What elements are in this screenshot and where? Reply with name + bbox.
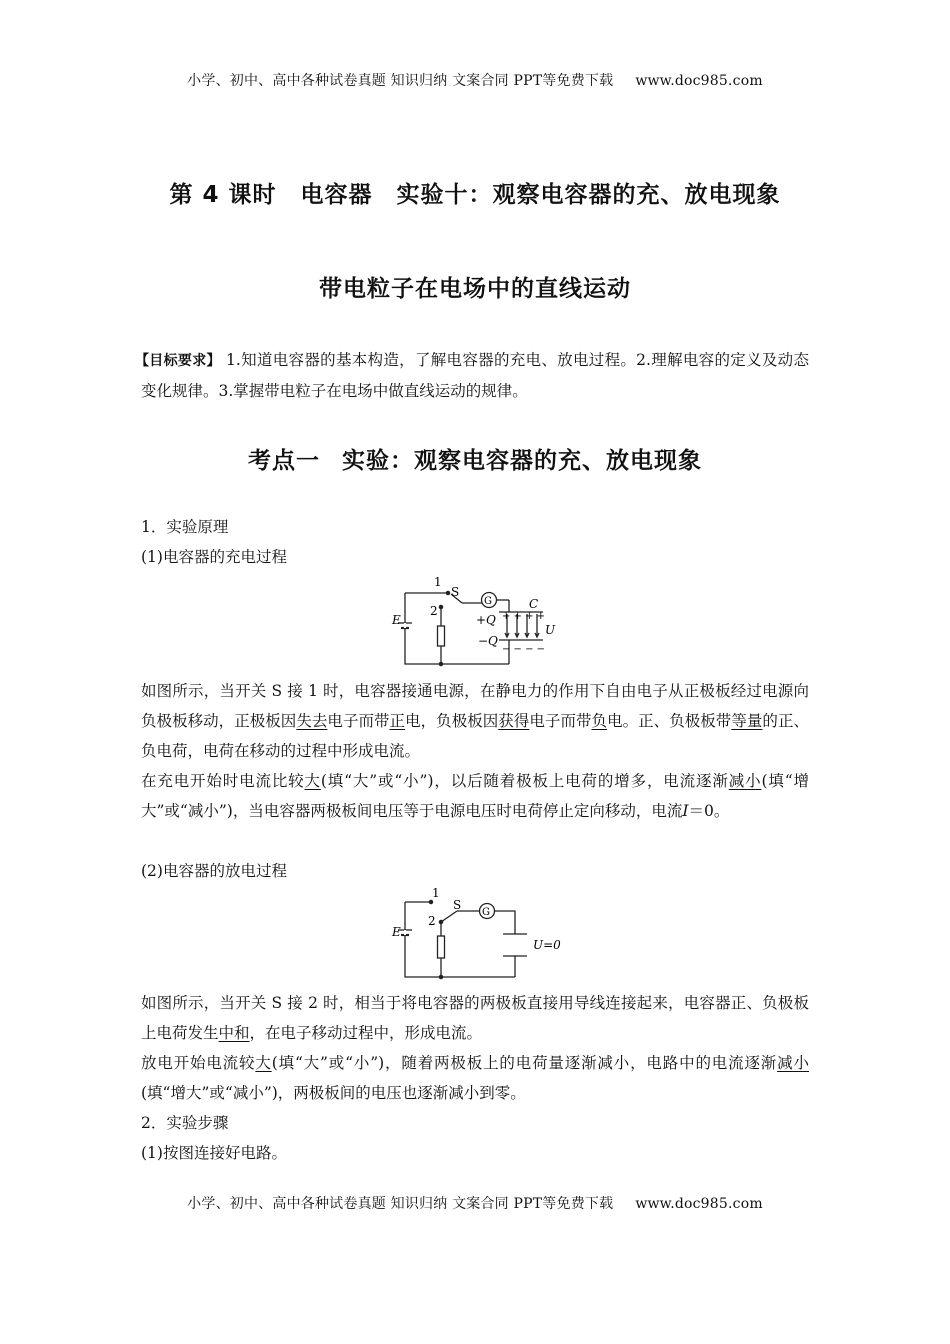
section-title: 实验：观察电容器的充、放电现象 [342, 448, 702, 474]
answer-blank: 大 [304, 772, 321, 790]
text: (填“增大”或“减小”)，两极板间的电压也逐渐减小到零。 [141, 1084, 526, 1102]
label-minusQ: −Q [478, 634, 498, 648]
text: 放电开始电流较 [141, 1054, 256, 1072]
label-S: S [453, 898, 462, 912]
symbol-I: I [682, 802, 689, 820]
text: 在充电开始时电流比较 [141, 772, 305, 790]
galvanometer-G: G [482, 907, 490, 918]
text: (填“大”或“小”)，随着两极板上的电荷量逐渐减小，电路中的电流逐渐 [271, 1054, 778, 1072]
label-2: 2 [430, 604, 438, 618]
label-U0: U=0 [533, 938, 561, 952]
answer-blank: 大 [255, 1054, 272, 1072]
footer-site-link[interactable]: www.doc985.com [635, 1196, 763, 1212]
text: 电，负极板因 [405, 712, 499, 730]
text: 如图所示，当开关 S 接 1 时，电容器接通电源，在静电力的作用下自由电子从正极板经过电源向负极板移动，正极板因 [141, 682, 809, 730]
sub-discharging: (2)电容器的放电过程 [141, 862, 287, 880]
sub-charging: (1)电容器的充电过程 [141, 548, 287, 566]
step-1: (1)按图连接好电路。 [141, 1144, 287, 1162]
label-1: 1 [434, 575, 442, 589]
answer-blank: 减小 [777, 1054, 809, 1072]
answer-blank: 中和 [218, 1024, 250, 1042]
text: (填“大”或“小”)，以后随着极板上电荷的增多，电流逐渐 [320, 772, 729, 790]
label-1: 1 [432, 886, 440, 900]
answer-blank: 失去 [296, 712, 328, 730]
footer-text: 小学、初中、高中各种试卷真题 知识归纳 文案合同 PPT等免费下载 [187, 1196, 614, 1212]
answer-blank: 获得 [498, 712, 530, 730]
page-subtitle: 带电粒子在电场中的直线运动 [319, 276, 631, 302]
label-C: C [529, 597, 539, 611]
label-E: E [392, 613, 401, 627]
label-U: U [545, 623, 556, 637]
text: (填“增大”或“减小”)，当电容器两极板间电压等于电源电压时电荷停止定向移动，电流 [141, 772, 809, 820]
discharging-circuit-diagram [385, 884, 565, 984]
charging-description [141, 676, 809, 766]
header-text: 小学、初中、高中各种试卷真题 知识归纳 文案合同 PPT等免费下载 [187, 73, 614, 89]
goal-paragraph [135, 345, 809, 406]
item-principle: 1．实验原理 [141, 518, 229, 536]
answer-blank: 等量 [731, 712, 763, 730]
charging-circuit-diagram [385, 572, 565, 672]
answer-blank: 减小 [728, 772, 762, 790]
minus-signs: − − − − [502, 644, 546, 655]
goal-tag: 【目标要求】 [135, 353, 221, 369]
text: 电子而带 [327, 712, 390, 730]
label-2: 2 [428, 914, 436, 928]
plus-signs: + + + + [502, 611, 546, 622]
text: ＝0。 [688, 802, 730, 820]
discharging-current-description [141, 1048, 809, 1108]
discharging-description [141, 988, 809, 1048]
label-E: E [392, 925, 401, 939]
goal-text: 1.知道电容器的基本构造，了解电容器的充电、放电过程。2.理解电容的定义及动态变化规律。3.掌握带电粒子在电场中做直线运动的规律。 [141, 351, 809, 400]
title-experiment: 实验十：观察电容器的充、放电现象 [396, 182, 781, 208]
text: 如图所示，当开关 S 接 2 时，相当于将电容器的两极板直接用导线连接起来，电容器正、负极板上电荷发生 [141, 994, 809, 1042]
page-title [0, 176, 950, 209]
text: 电子而带 [529, 712, 592, 730]
answer-blank: 正 [389, 712, 406, 730]
page-footer [0, 1193, 950, 1213]
title-topic: 电容器 [300, 182, 373, 208]
header-site-link[interactable]: www.doc985.com [635, 73, 763, 89]
section-number: 考点一 [248, 448, 320, 474]
text: ，在电子移动过程中，形成电流。 [249, 1024, 483, 1042]
item-steps: 2．实验步骤 [141, 1114, 229, 1132]
answer-blank: 负 [591, 712, 608, 730]
text: 的正、负电荷，电荷在移动的过程中形成电流。 [141, 712, 809, 760]
text: 电。正、负极板带 [607, 712, 732, 730]
galvanometer-G: G [484, 596, 492, 607]
title-lesson: 第 4 课时 [169, 182, 277, 208]
charging-current-description [141, 766, 809, 826]
section-heading [0, 442, 950, 475]
label-plusQ: +Q [476, 613, 496, 627]
page-header [0, 70, 950, 90]
label-S: S [451, 585, 460, 599]
